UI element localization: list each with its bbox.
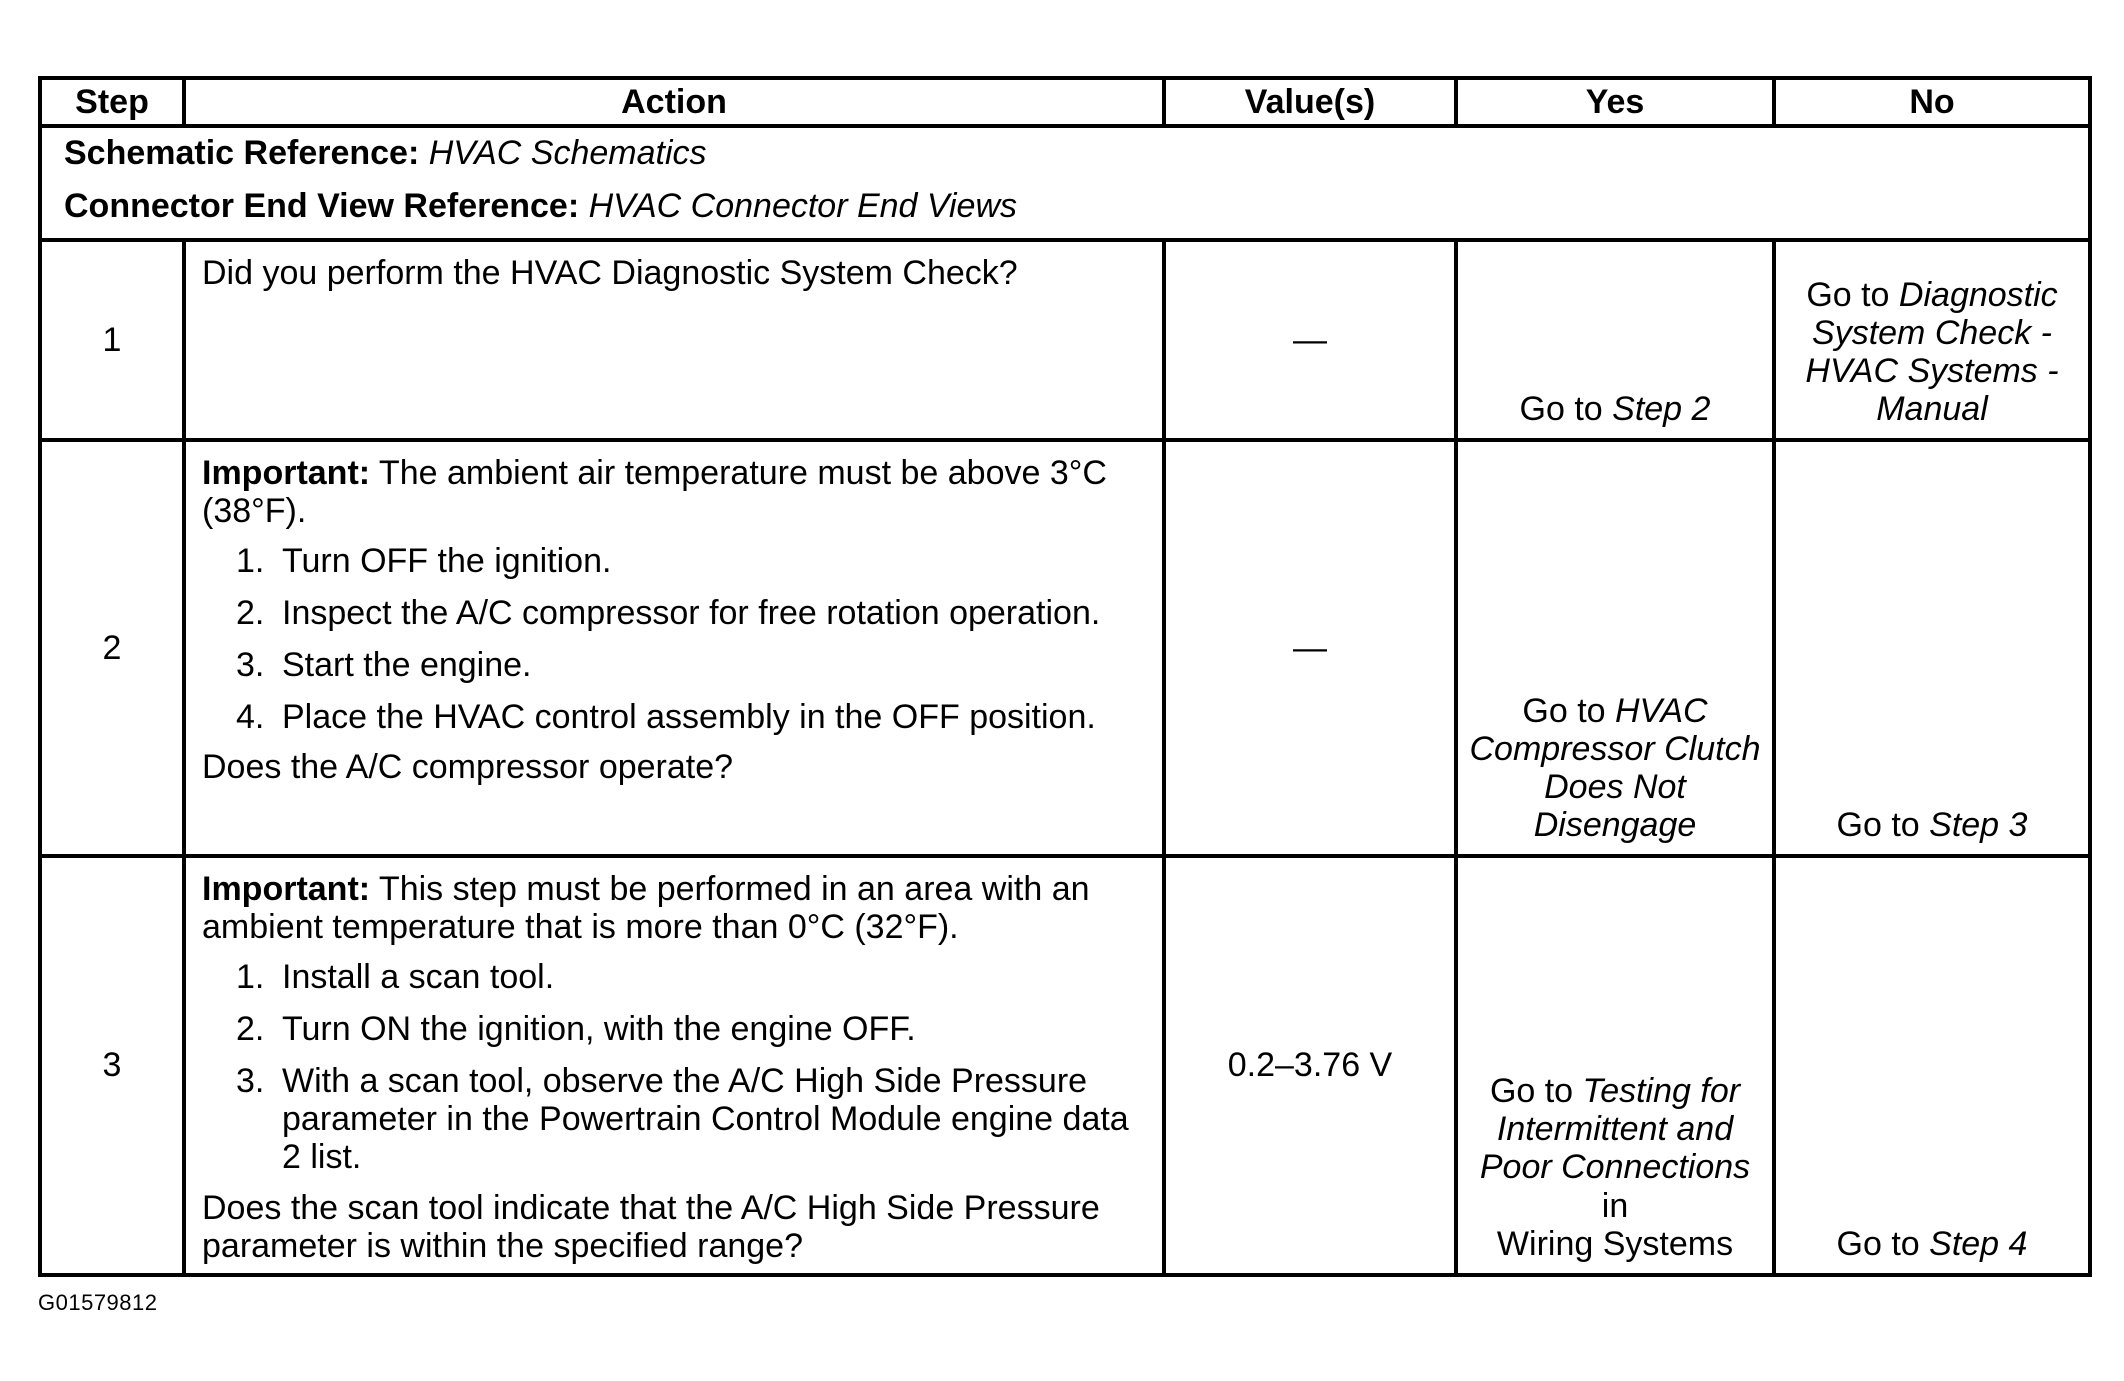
important-note (202, 870, 1148, 946)
figure-id: G01579812 (38, 1290, 158, 1315)
header-action: Action (184, 78, 1164, 126)
yes-link[interactable]: HVAC Compressor Clutch Does Not Disengage (1469, 691, 1761, 844)
important-text: This step must be performed in an area with an ambient temperature that is more than 0°C (32°F). (202, 870, 1090, 947)
no-cell (1774, 440, 2090, 856)
action-cell (184, 440, 1164, 856)
schematic-reference (64, 134, 2066, 173)
yes-cell (1456, 240, 1774, 440)
list-item: 2. Inspect the A/C compressor for free rotation operation. (236, 594, 1101, 633)
important-label: Important: (202, 454, 371, 492)
header-values: Value(s) (1164, 78, 1456, 126)
header-yes: Yes (1456, 78, 1774, 126)
substep-list (202, 958, 1148, 1176)
value-cell: 0.2–3.76 V (1164, 856, 1456, 1275)
important-note (202, 454, 1148, 530)
yes-suffix-in: in (1601, 1186, 1629, 1225)
step-number: 2 (40, 440, 184, 856)
header-no: No (1774, 78, 2090, 126)
yes-prefix: Go to (1522, 691, 1615, 730)
action-cell (184, 856, 1164, 1275)
header-row (40, 78, 2090, 126)
list-item: 1. Install a scan tool. (236, 958, 555, 997)
important-label: Important: (202, 870, 371, 908)
action-question: Does the scan tool indicate that the A/C High Side Pressure parameter is within the specified range? (202, 1188, 1100, 1265)
action-question: Does the A/C compressor operate? (202, 748, 734, 787)
schematic-reference-link[interactable]: HVAC Schematics (428, 134, 707, 172)
yes-cell (1456, 440, 1774, 856)
action-cell (184, 240, 1164, 440)
yes-prefix: Go to (1489, 1072, 1583, 1111)
list-item: 3. With a scan tool, observe the A/C High Side Pressure parameter in the Powertrain Control Module engine data 2 list. (236, 1062, 1129, 1177)
connector-reference-link[interactable]: HVAC Connector End Views (588, 187, 1017, 226)
substep-list (202, 542, 1148, 736)
step-row-1 (40, 240, 2090, 440)
no-link[interactable]: Diagnostic System Check - HVAC Systems - Manual (1805, 275, 2059, 428)
no-link[interactable]: Step 4 (1929, 1224, 2028, 1263)
important-text: The ambient air temperature must be above 3°C (38°F). (202, 454, 1107, 531)
step-row-2 (40, 440, 2090, 856)
reference-row (40, 126, 2090, 240)
value-cell: — (1164, 440, 1456, 856)
no-link[interactable]: Step 3 (1929, 805, 2028, 844)
step-number: 3 (40, 856, 184, 1275)
yes-cell (1456, 856, 1774, 1275)
no-cell (1774, 856, 2090, 1275)
diagnostic-table (38, 76, 2092, 1277)
yes-link[interactable]: Step 2 (1612, 389, 1711, 428)
yes-link[interactable]: Testing for Intermittent and Poor Connections (1479, 1072, 1751, 1187)
connector-reference (64, 187, 2066, 226)
yes-suffix-wiring[interactable]: Wiring Systems (1496, 1224, 1734, 1263)
action-question: Did you perform the HVAC Diagnostic System Check? (202, 254, 1018, 292)
no-prefix: Go to (1836, 805, 1930, 844)
schematic-reference-label: Schematic Reference: (64, 134, 420, 172)
reference-cell (40, 126, 2090, 240)
yes-prefix: Go to (1519, 389, 1613, 428)
list-item: 1. Turn OFF the ignition. (236, 542, 612, 581)
no-cell (1774, 240, 2090, 440)
connector-reference-label: Connector End View Reference: (64, 187, 580, 226)
value-cell: — (1164, 240, 1456, 440)
header-step: Step (40, 78, 184, 126)
list-item: 2. Turn ON the ignition, with the engine OFF. (236, 1010, 916, 1049)
step-number: 1 (40, 240, 184, 440)
step-row-3 (40, 856, 2090, 1275)
no-prefix: Go to (1836, 1224, 1930, 1263)
list-item: 4. Place the HVAC control assembly in the OFF position. (236, 698, 1096, 737)
list-item: 3. Start the engine. (236, 646, 532, 685)
no-prefix: Go to (1806, 275, 1899, 314)
